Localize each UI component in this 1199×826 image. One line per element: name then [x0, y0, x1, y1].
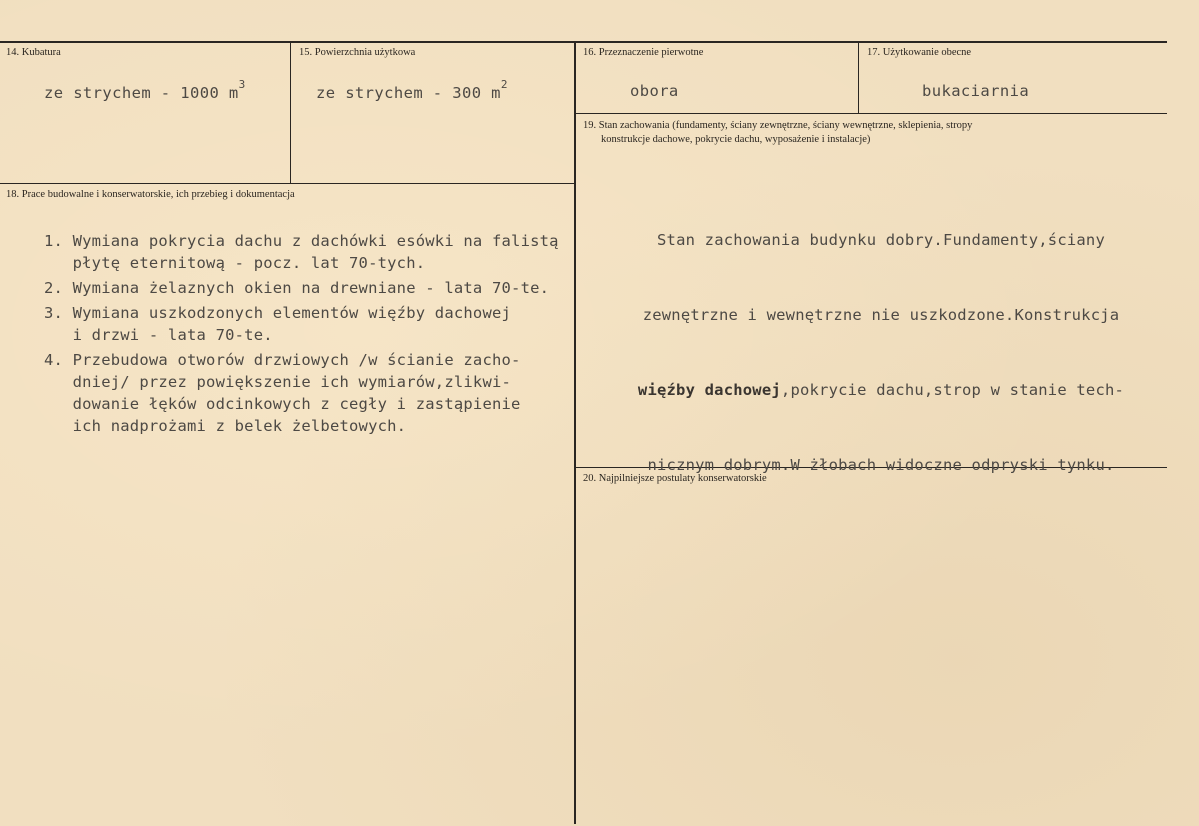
- field-19-bold-phrase: więźby dachowej: [637, 381, 781, 399]
- divider-left-right: [574, 42, 576, 824]
- field-19-line: Stan zachowania budynku dobry.Fundamenty,ściany: [657, 231, 1105, 249]
- field-15-label: 15. Powierzchnia użytkowa: [299, 47, 416, 58]
- divider-16-17: [858, 42, 859, 114]
- field-14-value: ze strychem - 1000 $m^3$: [44, 78, 246, 103]
- list-item: 2. Wymiana żelaznych okien na drewniane - lata 70-te.: [44, 279, 550, 297]
- field-19-line-rest: ,pokrycie dachu,strop w stanie tech-: [780, 381, 1125, 399]
- field-18-label: 18. Prace budowalne i konserwatorskie, ich przebieg i dokumentacja: [6, 189, 295, 200]
- field-19-line: zewnętrzne i wewnętrzne nie uszkodzone.Konstrukcja: [642, 306, 1120, 324]
- top-rule: [0, 41, 1167, 43]
- list-item: 1. Wymiana pokrycia dachu z dachówki esówki na falistą płytę eternitową - pocz. lat 70-tych.: [44, 232, 559, 272]
- field-20-label: 20. Najpilniejsze postulaty konserwatorskie: [583, 473, 767, 484]
- field-19-line: nicznym dobrym.W żłobach widoczne odpryski tynku.: [647, 456, 1115, 474]
- list-item: 3. Wymiana uszkodzonych elementów więźby dachowej i drzwi - lata 70-te.: [44, 304, 512, 344]
- field-19-line: [596, 378, 1166, 403]
- rule-under-14-15: [0, 183, 575, 184]
- field-15-value: ze strychem - 300 $m^2$: [316, 78, 508, 103]
- rule-under-16-17: [575, 113, 1167, 114]
- field-19-label-line1: 19. Stan zachowania (fundamenty, ściany zewnętrzne, ściany wewnętrzne, sklepienia, stropy: [583, 120, 973, 131]
- field-17-value: bukaciarnia: [922, 82, 1030, 100]
- field-16-value: obora: [630, 82, 679, 100]
- list-item: 4. Przebudowa otworów drzwiowych /w ścianie zacho- dniej/ przez powiększenie ich wymiarów,zlikwi- dowanie łęków odcinkowych z cegły i zastąpienie ich nadprożami z belek żelbetowych.: [44, 351, 521, 435]
- field-14-label: 14. Kubatura: [6, 47, 61, 58]
- divider-14-15: [290, 42, 291, 183]
- field-17-label: 17. Użytkowanie obecne: [867, 47, 972, 58]
- field-16-label: 16. Przeznaczenie pierwotne: [583, 47, 704, 58]
- field-19-label-line2: konstrukcje dachowe, pokrycie dachu, wyposażenie i instalacje): [601, 134, 871, 145]
- field-18-list: [44, 230, 559, 440]
